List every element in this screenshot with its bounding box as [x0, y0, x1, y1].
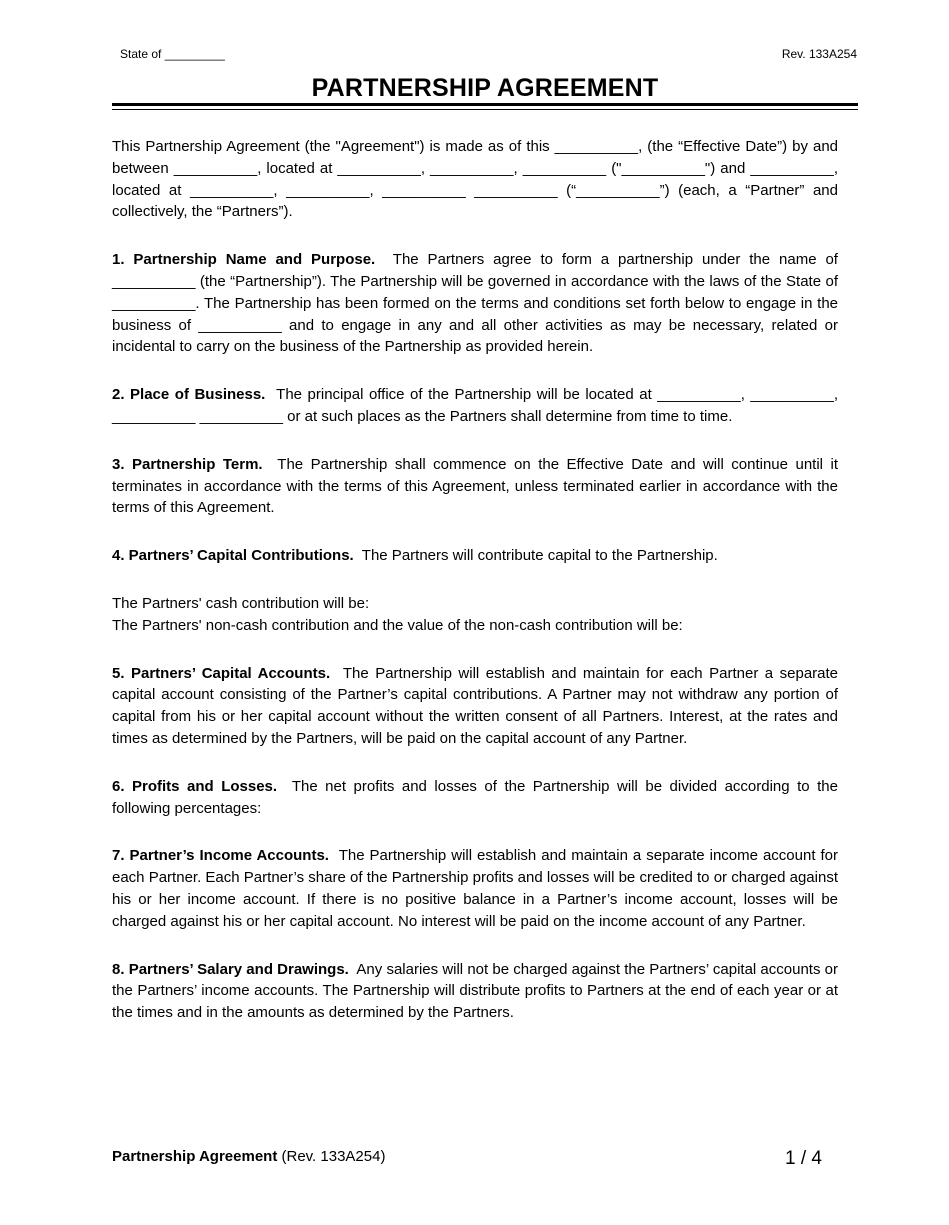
section-heading: 8. Partners’ Salary and Drawings.	[112, 960, 349, 978]
non-cash-contribution-line: The Partners' non-cash contribution and the value of the non-cash contribution will be:	[112, 616, 683, 634]
section-heading: 3. Partnership Term.	[112, 455, 263, 473]
page-number: 1 / 4	[785, 1148, 822, 1169]
title-rule-thick	[112, 103, 858, 106]
intro-paragraph: This Partnership Agreement (the "Agreement") is made as of this __________, (the “Effective Date”) by and between __________, located at __________, __________, __________ ("__________") and __________, located at __________, __________, __________ __________ (“__________”) (each, a “Partner” and collectively, the “Partners”).	[112, 138, 838, 221]
section-3	[112, 454, 838, 519]
section-text: The net profits and losses of the Partnership will be divided according to the following percentages:	[112, 777, 838, 817]
section-heading: 7. Partner’s Income Accounts.	[112, 847, 329, 865]
section-1	[112, 249, 838, 358]
section-text: The principal office of the Partnership will be located at __________, __________, __________ __________ or at such places as the Partners shall determine from time to time.	[112, 386, 838, 425]
section-text: The Partnership will establish and maintain a separate income account for each Partner. Each Partner’s share of the Partnership profits and losses will be credited to or charged against his or her income account. If there is no positive balance in a Partner’s income account, losses will be charged against his or her capital account. No interest will be paid on the income account of any Partner.	[112, 847, 838, 930]
section-4	[112, 545, 838, 567]
section-7	[112, 845, 838, 932]
cash-contribution-line: The Partners' cash contribution will be:	[112, 594, 370, 612]
document-title: PARTNERSHIP AGREEMENT	[311, 74, 659, 102]
footer-title: Partnership Agreement	[112, 1148, 278, 1165]
section-text: The Partnership will establish and maintain for each Partner a separate capital account consisting of the Partner’s capital contributions. A Partner may not withdraw any portion of capital from his or her capital account without the written consent of all Partners. Interest, at the rates and times as determined by the Partners, will be paid on the capital account of any Partner.	[112, 664, 839, 747]
revision-label: Rev. 133A254	[781, 47, 857, 61]
footer-document-name	[112, 1148, 385, 1165]
document-body	[112, 136, 838, 1024]
section-text: Any salaries will not be charged against the Partners’ capital accounts or the Partners’ income accounts. The Partnership will distribute profits to Partners at the end of each year or at the times and in the amounts as determined by the Partners.	[112, 960, 838, 1022]
section-text: The Partners will contribute capital to the Partnership.	[361, 547, 718, 565]
section-6	[112, 776, 838, 820]
section-heading: 5. Partners’ Capital Accounts.	[112, 664, 331, 682]
section-heading: 6. Profits and Losses.	[112, 777, 278, 795]
section-heading: 2. Place of Business.	[112, 386, 266, 404]
section-8	[112, 959, 838, 1024]
title-rule-thin	[112, 109, 858, 110]
footer-revision: (Rev. 133A254)	[281, 1148, 386, 1165]
section-heading: 1. Partnership Name and Purpose.	[112, 251, 376, 269]
section-5	[112, 663, 838, 750]
state-label: State of _________	[120, 47, 225, 61]
contribution-lines	[112, 593, 838, 637]
section-text: The Partnership shall commence on the Effective Date and will continue until it terminates in accordance with the terms of this Agreement, unless terminated earlier in accordance with the terms of this Agreement.	[112, 455, 838, 517]
section-2	[112, 384, 838, 428]
section-text: The Partners agree to form a partnership under the name of __________ (the “Partnership”). The Partnership will be governed in accordance with the laws of the State of __________. The Partnership has been formed on the terms and conditions set forth below to engage in the business of __________ and to engage in any and all other activities as may be necessary, related or incidental to carry on the business of the Partnership as provided herein.	[112, 251, 838, 356]
section-heading: 4. Partners’ Capital Contributions.	[112, 547, 354, 565]
